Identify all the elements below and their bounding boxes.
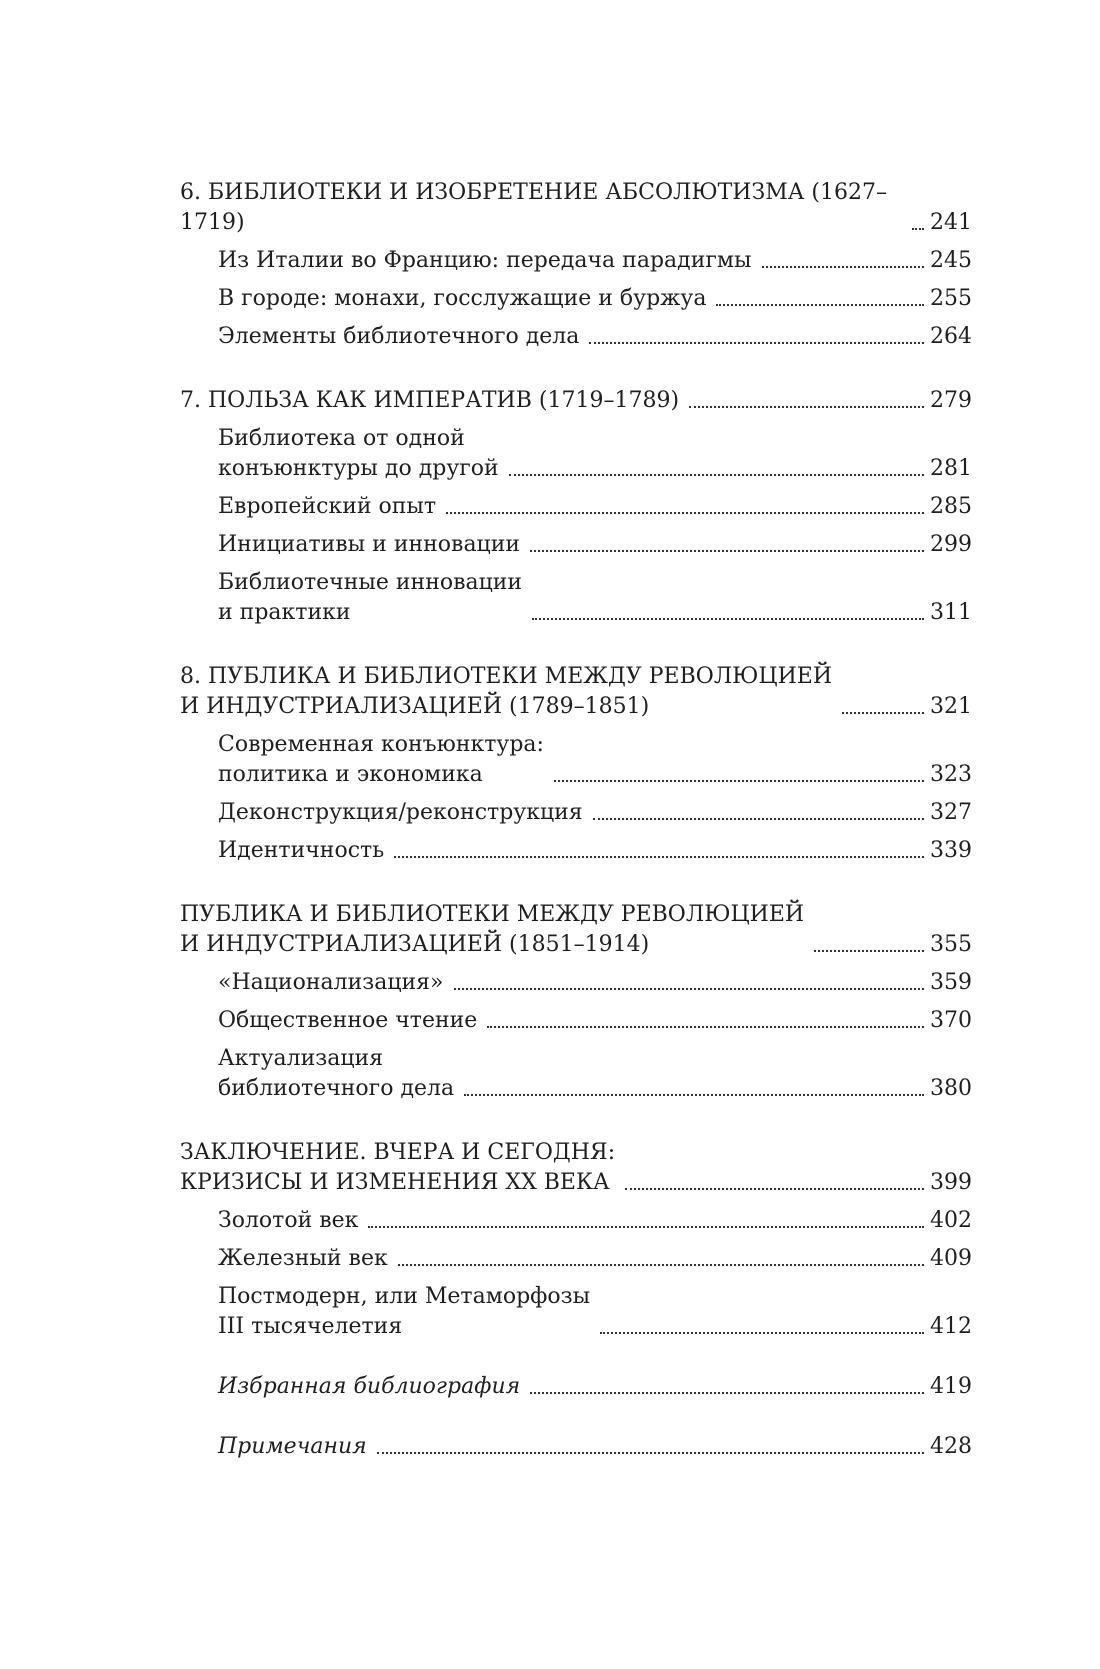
- page-number: 412: [930, 1314, 972, 1339]
- leader-dots: [593, 818, 924, 820]
- page-number: 409: [930, 1246, 972, 1271]
- leader-dots: [446, 512, 924, 514]
- leader-dots: [377, 1452, 924, 1454]
- subentry-title: Железный век: [218, 1246, 388, 1271]
- subentry-title: Библиотечные инновации и практики: [218, 570, 523, 625]
- leader-dots: [716, 304, 924, 306]
- leader-dots: [600, 1332, 924, 1334]
- toc-section-8: [180, 662, 972, 866]
- toc-section-conclusion: [180, 1138, 972, 1342]
- subentry-title: Современная конъюнктура: политика и экономика: [218, 732, 544, 787]
- subentry[interactable]: [180, 246, 972, 276]
- subentry-title: Библиотека от одной конъюнктуры до другой: [218, 426, 499, 481]
- subentry-title: Идентичность: [218, 838, 385, 863]
- chapter-entry[interactable]: [180, 900, 972, 960]
- leader-dots: [530, 1392, 924, 1394]
- toc-section-7: [180, 386, 972, 628]
- page-number: 327: [930, 800, 972, 825]
- appendix-title: Избранная библиография: [218, 1374, 521, 1399]
- subentry[interactable]: [180, 1244, 972, 1274]
- chapter-title: ПУБЛИКА И БИБЛИОТЕКИ МЕЖДУ РЕВОЛЮЦИЕЙ И ИНДУСТРИАЛИЗАЦИЕЙ (1851–1914): [180, 902, 805, 957]
- leader-dots: [912, 228, 924, 230]
- page-number: 339: [930, 838, 972, 863]
- page-number: 241: [930, 210, 972, 235]
- page-number: 279: [930, 388, 972, 413]
- subentry[interactable]: [180, 492, 972, 522]
- chapter-entry[interactable]: [180, 1138, 972, 1198]
- subentry[interactable]: [180, 1206, 972, 1236]
- page-number: 402: [930, 1208, 972, 1233]
- page-number: 245: [930, 248, 972, 273]
- leader-dots: [530, 550, 924, 552]
- subentry-title: Общественное чтение: [218, 1008, 478, 1033]
- page-number: 264: [930, 324, 972, 349]
- subentry[interactable]: [180, 730, 972, 790]
- leader-dots: [487, 1026, 924, 1028]
- chapter-title: ЗАКЛЮЧЕНИЕ. ВЧЕРА И СЕГОДНЯ: КРИЗИСЫ И ИЗМЕНЕНИЯ XX ВЕКА: [180, 1140, 616, 1195]
- leader-dots: [762, 266, 925, 268]
- appendix-entry[interactable]: [180, 1432, 972, 1462]
- leader-dots: [509, 474, 924, 476]
- subentry-title: Инициативы и инновации: [218, 532, 521, 557]
- page-number: 311: [930, 600, 972, 625]
- page-number: 380: [930, 1076, 972, 1101]
- page-number: 321: [930, 694, 972, 719]
- appendix-title: Примечания: [218, 1434, 367, 1459]
- subentry-title: Деконструкция/реконструкция: [218, 800, 583, 825]
- page-number: 281: [930, 456, 972, 481]
- subentry-title: В городе: монахи, госслужащие и буржуа: [218, 286, 707, 311]
- leader-dots: [842, 712, 924, 714]
- subentry[interactable]: [180, 1044, 972, 1104]
- leader-dots: [464, 1094, 924, 1096]
- subentry-title: «Национализация»: [218, 970, 444, 995]
- leader-dots: [532, 618, 924, 620]
- subentry[interactable]: [180, 1006, 972, 1036]
- subentry-title: Актуализация библиотечного дела: [218, 1046, 455, 1101]
- page-number: 419: [930, 1374, 972, 1399]
- page-number: 255: [930, 286, 972, 311]
- subentry[interactable]: [180, 322, 972, 352]
- subentry[interactable]: [180, 424, 972, 484]
- subentry[interactable]: [180, 284, 972, 314]
- chapter-entry[interactable]: [180, 662, 972, 722]
- page-number: 359: [930, 970, 972, 995]
- subentry[interactable]: [180, 798, 972, 828]
- chapter-title: 8. ПУБЛИКА И БИБЛИОТЕКИ МЕЖДУ РЕВОЛЮЦИЕЙ И ИНДУСТРИАЛИЗАЦИЕЙ (1789–1851): [180, 664, 833, 719]
- subentry[interactable]: [180, 568, 972, 628]
- subentry-title: Элементы библиотечного дела: [218, 324, 580, 349]
- subentry[interactable]: [180, 530, 972, 560]
- page-number: 323: [930, 762, 972, 787]
- leader-dots: [398, 1264, 924, 1266]
- chapter-title: 7. ПОЛЬЗА КАК ИМПЕРАТИВ (1719–1789): [180, 388, 680, 413]
- chapter-entry[interactable]: [180, 386, 972, 416]
- leader-dots: [625, 1188, 924, 1190]
- subentry-title: Из Италии во Францию: передача парадигмы: [218, 248, 752, 273]
- leader-dots: [589, 342, 924, 344]
- leader-dots: [368, 1226, 924, 1228]
- leader-dots: [689, 406, 924, 408]
- page-number: 355: [930, 932, 972, 957]
- subentry-title: Золотой век: [218, 1208, 359, 1233]
- toc-appendix-notes: [180, 1432, 972, 1462]
- page-number: 285: [930, 494, 972, 519]
- appendix-entry[interactable]: [180, 1372, 972, 1402]
- chapter-entry[interactable]: [180, 178, 972, 238]
- page-number: 428: [930, 1434, 972, 1459]
- subentry[interactable]: [180, 836, 972, 866]
- table-of-contents: [180, 178, 972, 1492]
- toc-section-6: [180, 178, 972, 352]
- page-number: 370: [930, 1008, 972, 1033]
- page-number: 399: [930, 1170, 972, 1195]
- leader-dots: [454, 988, 925, 990]
- toc-section-9: [180, 900, 972, 1104]
- subentry-title: Европейский опыт: [218, 494, 437, 519]
- toc-appendix-bibliography: [180, 1372, 972, 1402]
- subentry-title: Постмодерн, или Метаморфозы III тысячелетия: [218, 1284, 591, 1339]
- leader-dots: [394, 856, 924, 858]
- leader-dots: [554, 780, 924, 782]
- chapter-title: 6. БИБЛИОТЕКИ И ИЗОБРЕТЕНИЕ АБСОЛЮТИЗМА (1627–1719): [180, 180, 887, 235]
- subentry[interactable]: [180, 968, 972, 998]
- page-number: 299: [930, 532, 972, 557]
- subentry[interactable]: [180, 1282, 972, 1342]
- leader-dots: [814, 950, 924, 952]
